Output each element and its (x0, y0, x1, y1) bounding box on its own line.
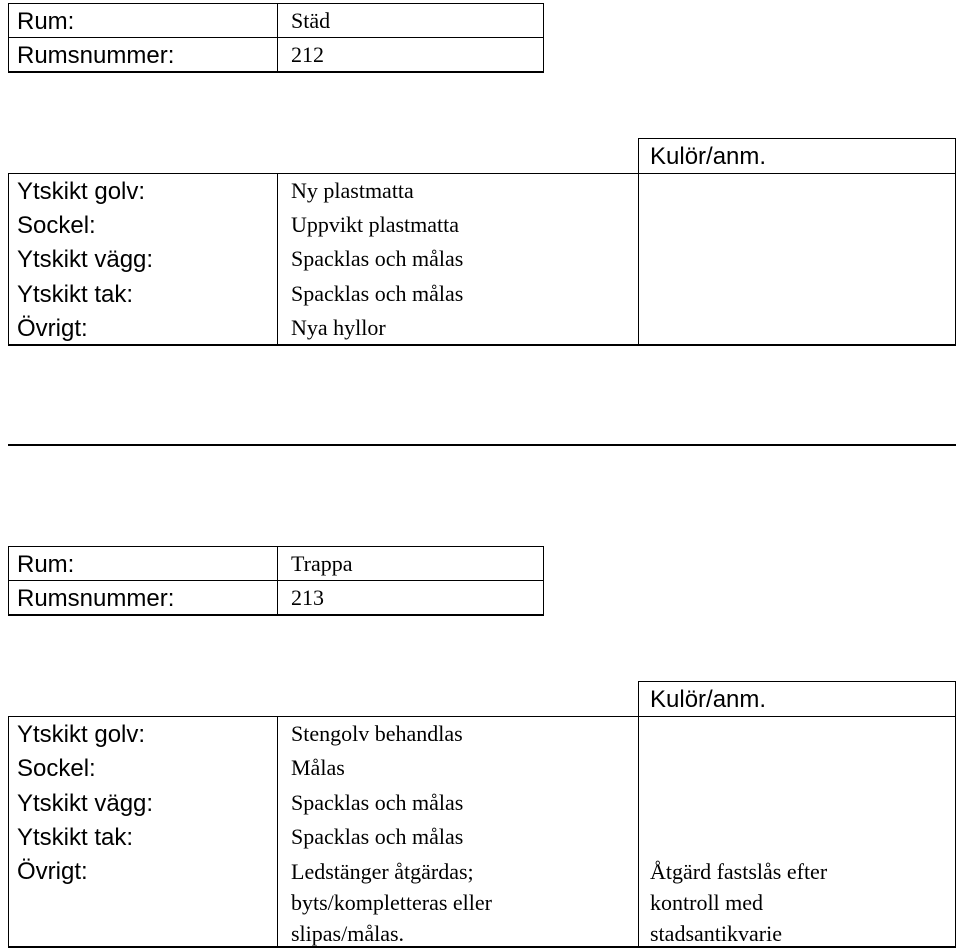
ytskikt-tak-value: Spacklas och målas (291, 281, 464, 306)
ovrigt-label: Övrigt: (17, 858, 88, 885)
ytskikt-vagg-label: Ytskikt vägg: (17, 790, 154, 817)
rumsnummer-value: 212 (291, 42, 324, 67)
ovrigt-value: Nya hyllor (291, 315, 386, 340)
rum-label: Rum: (17, 8, 75, 35)
kulor-header: Kulör/anm. (650, 686, 767, 713)
rum-label: Rum: (17, 551, 75, 578)
ytskikt-tak-label: Ytskikt tak: (17, 281, 134, 308)
ytskikt-vagg-value: Spacklas och målas (291, 790, 464, 815)
sockel-value: Målas (291, 755, 345, 780)
ytskikt-golv-label: Ytskikt golv: (17, 178, 146, 205)
ytskikt-tak-label: Ytskikt tak: (17, 824, 134, 851)
kulor-header: Kulör/anm. (650, 143, 767, 170)
ytskikt-golv-label: Ytskikt golv: (17, 721, 146, 748)
rumsnummer-label: Rumsnummer: (17, 42, 175, 69)
rum-value: Städ (291, 8, 331, 33)
sockel-label: Sockel: (17, 755, 96, 782)
ovrigt-label: Övrigt: (17, 315, 88, 342)
rumsnummer-label: Rumsnummer: (17, 585, 175, 612)
ytskikt-golv-value: Stengolv behandlas (291, 721, 463, 746)
ytskikt-vagg-label: Ytskikt vägg: (17, 246, 154, 273)
rum-value: Trappa (291, 551, 353, 576)
kulor-note: Åtgärd fastslås efter kontroll med stadsantikvarie (650, 859, 828, 946)
sockel-label: Sockel: (17, 212, 96, 239)
rumsnummer-value: 213 (291, 585, 324, 610)
ovrigt-value: Ledstänger åtgärdas; byts/kompletteras eller slipas/målas. (291, 859, 492, 946)
ytskikt-golv-value: Ny plastmatta (291, 178, 414, 203)
section-divider (8, 444, 956, 446)
ytskikt-vagg-value: Spacklas och målas (291, 246, 464, 271)
sockel-value: Uppvikt plastmatta (291, 212, 460, 237)
ytskikt-tak-value: Spacklas och målas (291, 824, 464, 849)
